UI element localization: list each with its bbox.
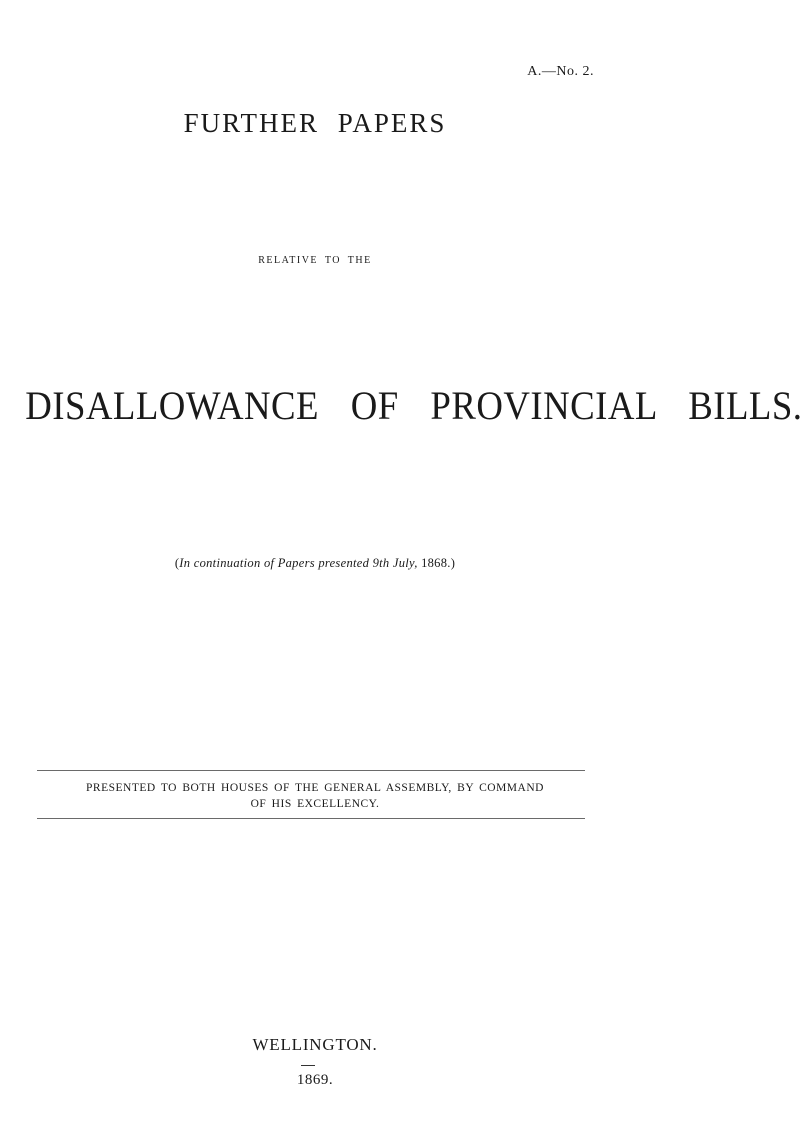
top-rule-divider (37, 770, 585, 771)
presented-line-1: PRESENTED TO BOTH HOUSES OF THE GENERAL ASSEMBLY, BY COMMAND (86, 782, 544, 794)
bottom-rule-divider (37, 818, 585, 819)
title-relative-to: RELATIVE TO THE (258, 255, 372, 266)
main-title: DISALLOWANCE OF PROVINCIAL BILLS. (25, 383, 802, 428)
title-further-papers: FURTHER PAPERS (183, 108, 447, 138)
continuation-open-paren: ( (174, 556, 180, 570)
imprint-dash-divider (301, 1065, 315, 1066)
document-reference-number: A.—No. 2. (527, 64, 594, 79)
continuation-note (0, 556, 630, 571)
imprint-place: WELLINGTON. (252, 1035, 378, 1054)
continuation-year: 1868.) (417, 556, 456, 570)
presented-statement (0, 780, 630, 812)
presented-line-2: OF HIS EXCELLENCY. (250, 798, 380, 810)
imprint-year: 1869. (296, 1072, 334, 1088)
continuation-italic-text: In continuation of Papers presented 9th July, (179, 556, 418, 570)
